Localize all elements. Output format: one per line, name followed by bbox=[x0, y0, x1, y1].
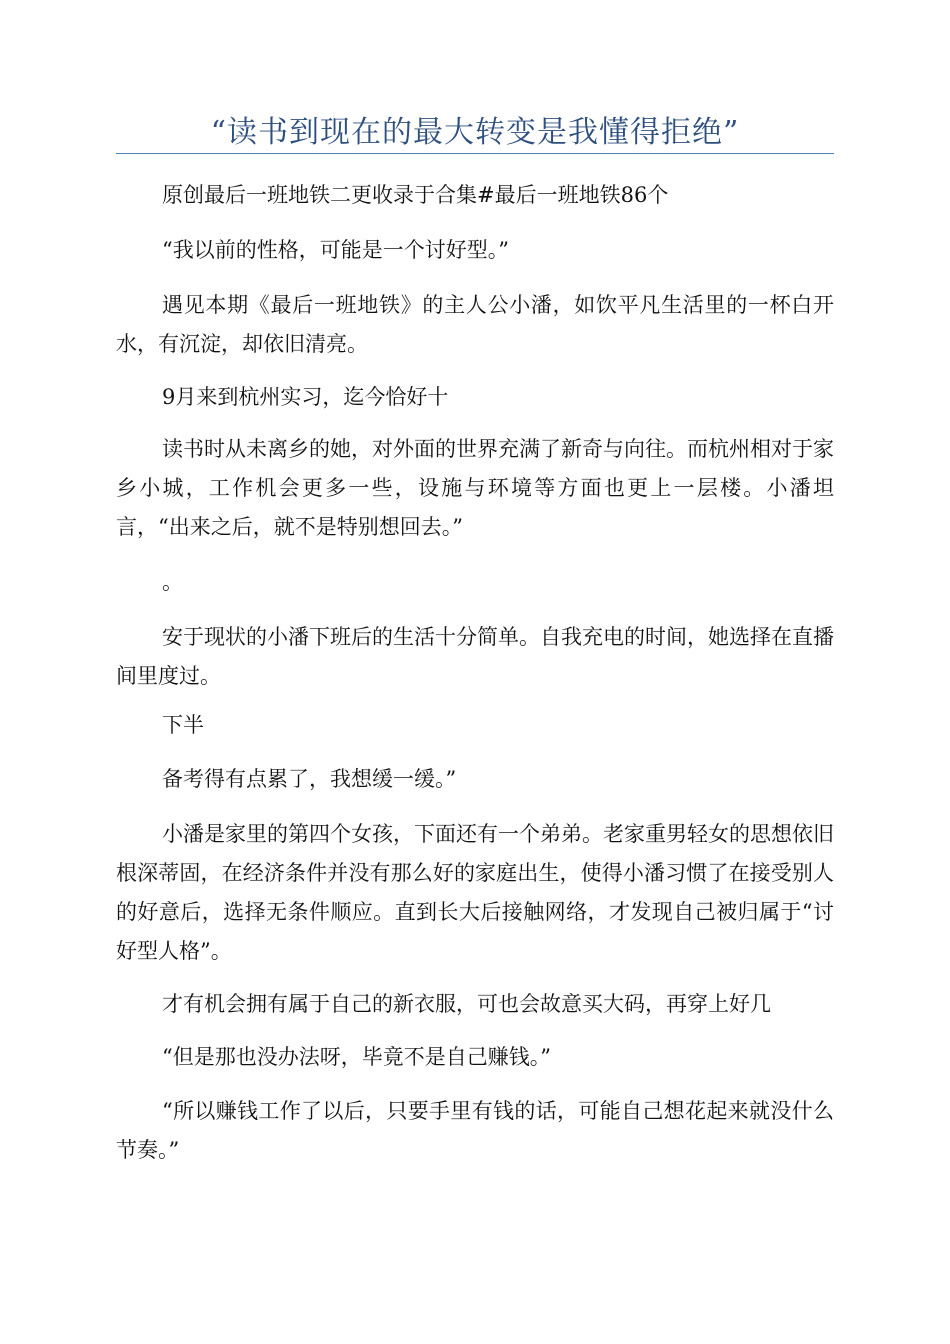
paragraph: “所以赚钱工作了以后，只要手里有钱的话，可能自己想花起来就没什么节奏。” bbox=[116, 1099, 834, 1162]
title-underline bbox=[116, 153, 834, 154]
paragraph: 9月来到杭州实习，迄今恰好十 bbox=[162, 385, 449, 409]
paragraph: 遇见本期《最后一班地铁》的主人公小潘，如饮平凡生活里的一杯白开水，有沉淀，却依旧清亮。 bbox=[116, 293, 834, 356]
paragraph: 。 bbox=[162, 570, 183, 594]
paragraph: 备考得有点累了，我想缓一缓。” bbox=[162, 767, 457, 791]
paragraph: 原创最后一班地铁二更收录于合集#最后一班地铁86个 bbox=[162, 183, 669, 207]
paragraph: 安于现状的小潘下班后的生活十分简单。自我充电的时间，她选择在直播间里度过。 bbox=[116, 625, 834, 688]
document-title: “读书到现在的最大转变是我懂得拒绝” bbox=[210, 115, 740, 150]
paragraph: 读书时从未离乡的她，对外面的世界充满了新奇与向往。而杭州相对于家乡小城，工作机会更多一些，设施与环境等方面也更上一层楼。小潘坦言，“出来之后，就不是特别想回去。” bbox=[116, 437, 834, 539]
paragraph: 小潘是家里的第四个女孩，下面还有一个弟弟。老家重男轻女的思想依旧根深蒂固，在经济条件并没有那么好的家庭出生，使得小潘习惯了在接受别人的好意后，选择无条件顺应。直到长大后接触网络，才发现自己被归属于“讨好型人格”。 bbox=[116, 822, 834, 963]
paragraph: 下半 bbox=[162, 713, 204, 737]
paragraph: “但是那也没办法呀，毕竟不是自己赚钱。” bbox=[162, 1045, 551, 1069]
paragraph: 才有机会拥有属于自己的新衣服，可也会故意买大码，再穿上好几 bbox=[162, 992, 771, 1016]
paragraph: “我以前的性格，可能是一个讨好型。” bbox=[162, 238, 509, 262]
